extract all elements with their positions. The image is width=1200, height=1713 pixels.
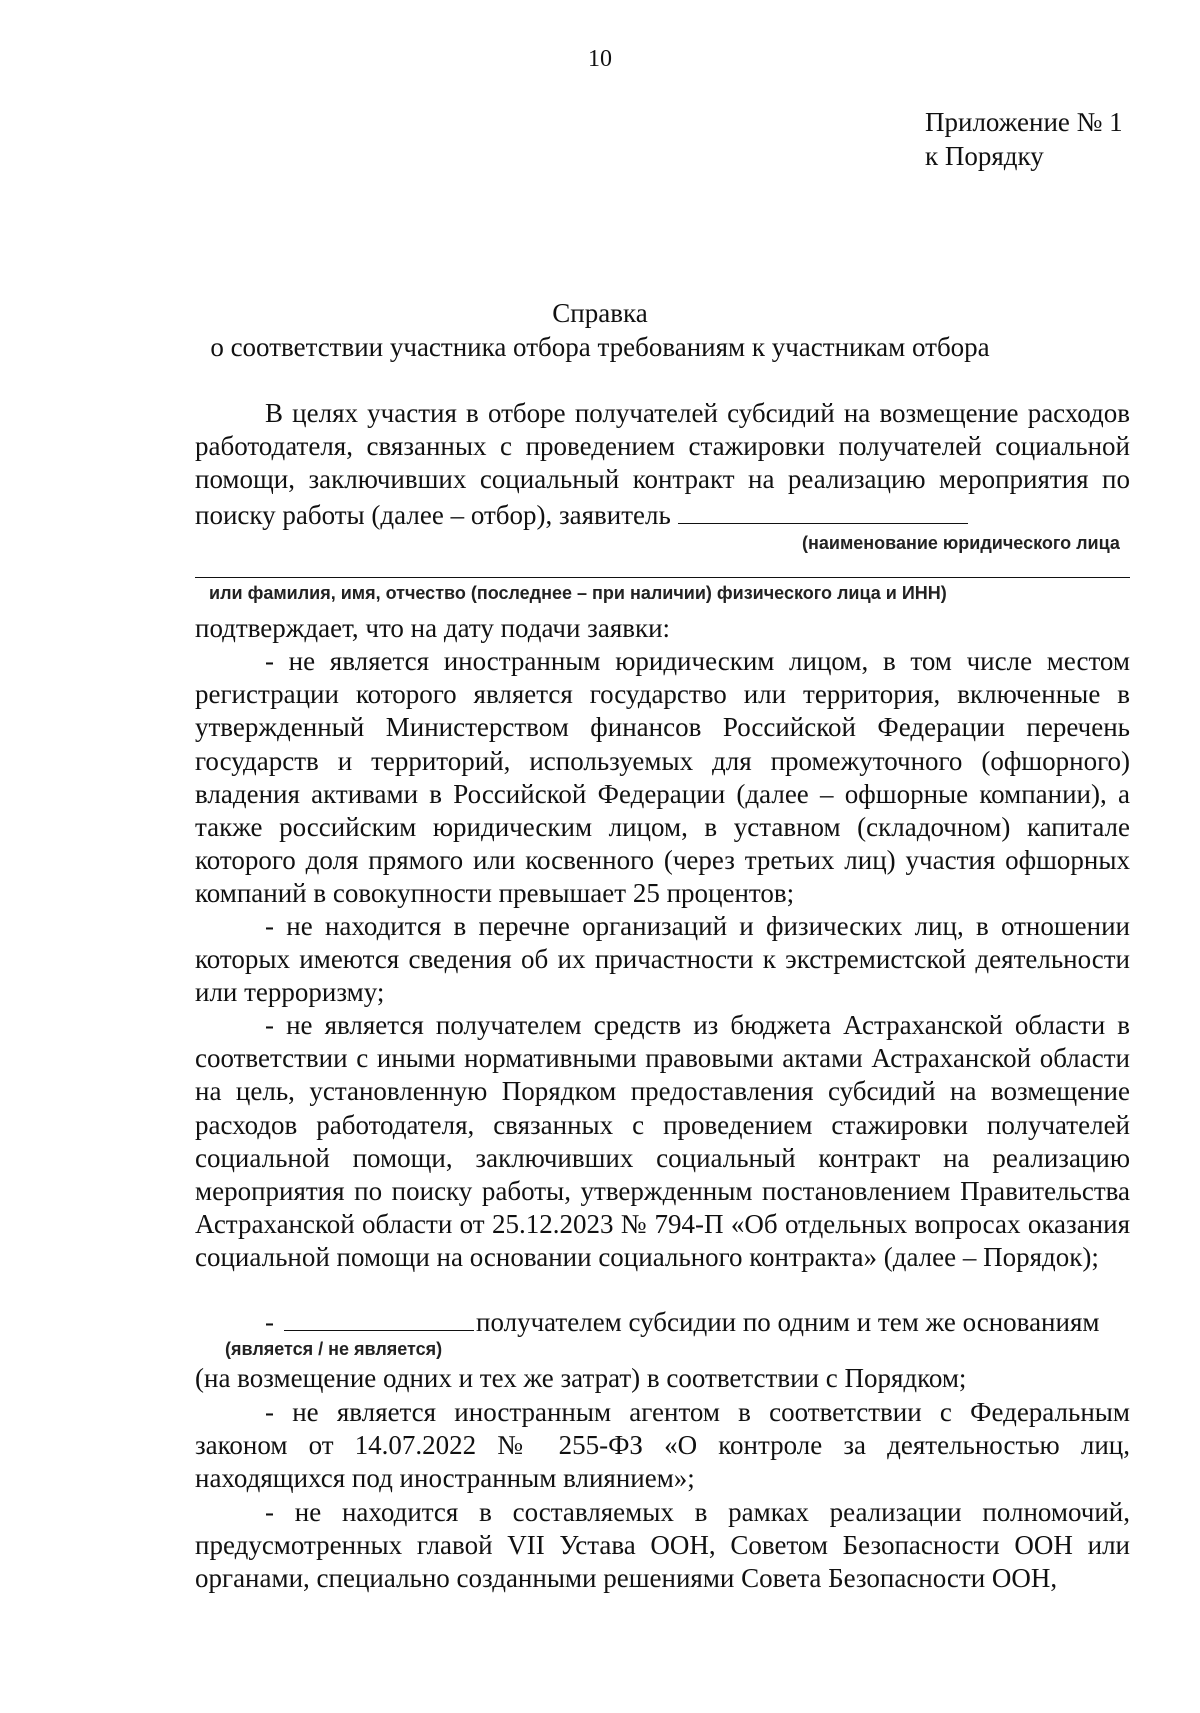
document-title (0, 296, 1200, 364)
intro-text: В целях участия в отборе получателей субсидий на возмещение расходов работодателя, связанных с проведением стажировки получателей социальной помощи, заключивших социальный контракт на реализацию мероприятия по поиску работы (далее – отбор), заявитель (195, 398, 1130, 530)
appendix-header (925, 105, 1123, 173)
requirement-offshore: - не является иностранным юридическим лицом, в том числе местом регистрации которого является государство или территория, включенные в утвержденный Министерством финансов Российской Федерации перечень государств и территорий, используемых для промежуточного (офшорного) владения активами в Российской Федерации (далее – офшорные компании), а также российским юридическим лицом, в уставном (складочном) капитале которого доля прямого или косвенного (через третьих лиц) участия офшорных компаний в совокупности превышает 25 процентов; (195, 646, 1130, 909)
person-caption: или фамилия, имя, отчество (последнее – при наличии) физического лица и ИНН) (209, 583, 947, 603)
requirement-extremism: - не находится в перечне организаций и физических лиц, в отношении которых имеются сведения об их причастности к экстремистской деятельности или терроризму; (195, 911, 1130, 1008)
is-or-not-caption: (является / не является) (225, 1339, 443, 1359)
is-or-not-blank-line (284, 1306, 474, 1331)
requirement-foreign-agent: - не является иностранным агентом в соответствии с Федеральным законом от 14.07.2022 № 255-ФЗ «О контроле за деятельностью лиц, находящихся под иностранным влиянием»; (195, 1397, 1130, 1494)
requirement-subsidy-text: получателем субсидии по одним и тем же основаниям (476, 1307, 1100, 1337)
requirement-budget: - не является получателем средств из бюджета Астраханской области в соответствии с иными нормативными правовыми актами Астраханской области на цель, установленную Порядком предоставления субсидий на возмещение расходов работодателя, связанных с проведением стажировки получателей социальной помощи, заключивших социальный контракт на реализацию мероприятия по поиску работы, утвержденным постановлением Правительства Астраханской области от 25.12.2023 № 794-П «Об отдельных вопросах оказания социальной помощи на основании социального контракта» (далее – Порядок); (195, 1010, 1130, 1273)
confirms-line: подтверждает, что на дату подачи заявки: (195, 613, 671, 643)
requirement-un-lists: - не находится в составляемых в рамках реализации полномочий, предусмотренных главой VII Устава ООН, Советом Безопасности ООН или органами, специально созданными решениями Совета Безопасности ООН, (195, 1497, 1130, 1594)
requirement-subsidy-recipient (265, 1306, 1099, 1339)
title-line-1: Справка (552, 298, 648, 328)
appendix-line-1: Приложение № 1 (925, 107, 1123, 137)
page-number: 10 (588, 46, 612, 72)
legal-entity-caption: (наименование юридического лица (802, 533, 1120, 553)
appendix-line-2: к Порядку (925, 141, 1044, 171)
intro-paragraph (195, 397, 1130, 532)
applicant-blank-line (678, 497, 968, 524)
requirement-subsidy-tail: (на возмещение одних и тех же затрат) в соответствии с Порядком; (195, 1363, 967, 1393)
applicant-full-blank-line (195, 577, 1130, 578)
requirement-dash: - (265, 1307, 274, 1337)
title-line-2: о соответствии участника отбора требованиям к участникам отбора (210, 332, 990, 362)
